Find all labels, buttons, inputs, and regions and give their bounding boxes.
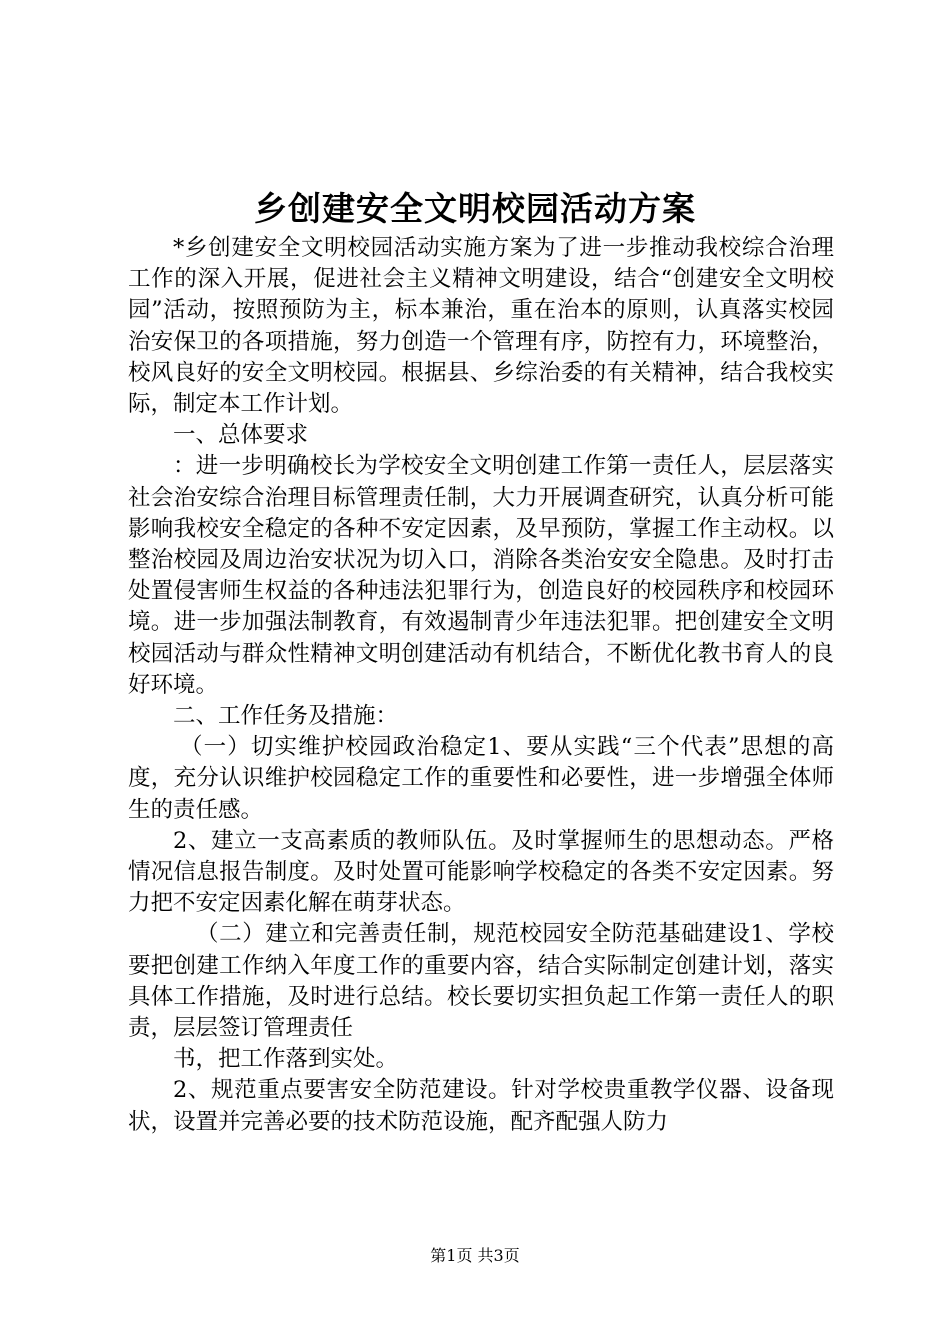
task-one-item-two-paragraph: 2、建立一支高素质的教师队伍。及时掌握师生的思想动态。严格情况信息报告制度。及时处置可能影响学校稳定的各类不安定因素。努力把不安定因素化解在萌芽状态。: [128, 827, 834, 917]
document-title: 乡创建安全文明校园活动方案: [254, 189, 696, 228]
section-heading-general: 一、总体要求: [173, 422, 309, 449]
page-footer: 第1页 共3页: [430, 1246, 520, 1265]
intro-paragraph: *乡创建安全文明校园活动实施方案为了进一步推动我校综合治理工作的深入开展，促进社会主义精神文明建设，结合“创建安全文明校园”活动，按照预防为主，标本兼治，重在治本的原则，认真落实校园治安保卫的各项措施，努力创造一个管理有序，防控有力，环境整治，校风良好的安全文明校园。根据县、乡综治委的有关精神，结合我校实际，制定本工作计划。: [128, 235, 834, 418]
task-two-continuation: 书，把工作落到实处。: [173, 1046, 399, 1073]
general-requirements-paragraph: ：进一步明确校长为学校安全文明创建工作第一责任人，层层落实社会治安综合治理目标管理责任制，大力开展调查研究，认真分析可能影响我校安全稳定的各种不安定因素，及早预防，掌握工作主动权。以整治校园及周边治安状况为切入口，消除各类治安安全隐患。及时打击处置侵害师生权益的各种违法犯罪行为，创造良好的校园秩序和校园环境。进一步加强法制教育，有效遏制青少年违法犯罪。把创建安全文明校园活动与群众性精神文明创建活动有机结合，不断优化教书育人的良好环境。: [128, 453, 834, 698]
task-two-paragraph: （二）建立和完善责任制，规范校园安全防范基础建设1、学校要把创建工作纳入年度工作的重要内容，结合实际制定创建计划，落实具体工作措施，及时进行总结。校长要切实担负起工作第一责任人的职责，层层签订管理责任: [128, 921, 834, 1042]
section-heading-tasks: 二、工作任务及措施：: [173, 703, 399, 730]
document-body: [128, 233, 834, 1138]
task-one-paragraph: （一）切实维护校园政治稳定1、要从实践“三个代表”思想的高度，充分认识维护校园稳定工作的重要性和必要性，进一步增强全体师生的责任感。: [128, 734, 834, 823]
task-two-item-two-paragraph: 2、规范重点要害安全防范建设。针对学校贵重教学仪器、设备现状，设置并完善必要的技术防范设施，配齐配强人防力: [128, 1077, 834, 1135]
